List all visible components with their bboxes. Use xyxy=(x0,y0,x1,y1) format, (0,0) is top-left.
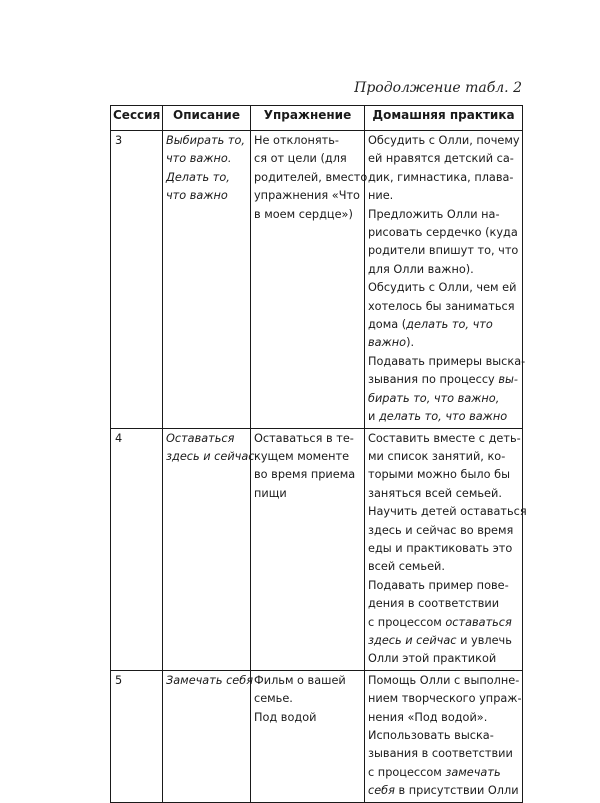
header-exercise: Упражнение xyxy=(251,106,365,131)
homework-line: торыми можно было бы xyxy=(368,468,511,482)
homework-line: родители впишут то, что xyxy=(368,244,519,258)
homework-italic-text: вы- xyxy=(498,373,518,387)
homework-line: заняться всей семьей. xyxy=(368,486,502,500)
homework-line: зывания в соответствии xyxy=(368,747,513,761)
session-homework xyxy=(365,131,526,429)
homework-line: Научить детей оставаться xyxy=(368,505,527,519)
homework-line: Подавать примеры выска- xyxy=(368,354,526,368)
homework-line: хотелось бы заниматься xyxy=(368,299,515,313)
exercise-line: Фильм о вашей xyxy=(254,673,346,687)
homework-italic-text: замечать xyxy=(445,765,501,779)
description-line: Делать то, xyxy=(166,170,230,184)
homework-italic-text: себя xyxy=(368,784,395,798)
homework-line: Обсудить с Олли, почему xyxy=(368,134,520,147)
homework-line xyxy=(368,371,519,389)
description-line: Замечать себя xyxy=(166,673,253,687)
exercise-line: упражнения «Что xyxy=(254,189,360,203)
homework-line: Предложить Олли на- xyxy=(368,207,500,221)
header-session: Сессия xyxy=(111,106,163,131)
session-number: 3 xyxy=(111,131,163,429)
homework-line xyxy=(368,408,519,426)
table-row xyxy=(111,131,523,429)
homework-line: ние. xyxy=(368,189,394,203)
homework-line xyxy=(368,614,519,632)
exercise-line: Под водой xyxy=(254,710,317,724)
session-homework xyxy=(365,670,523,802)
exercise-line: кущем моменте xyxy=(254,449,350,463)
session-description xyxy=(163,131,251,429)
sessions-table xyxy=(110,105,527,803)
exercise-line: Не отклонять- xyxy=(254,134,339,147)
homework-text: с процессом xyxy=(368,765,446,779)
session-exercise xyxy=(251,670,365,802)
exercise-line: пищи xyxy=(254,486,287,500)
description-line: что важно. xyxy=(166,152,232,166)
table-row xyxy=(111,428,523,670)
header-homework: Домашняя практика xyxy=(365,106,523,131)
homework-line xyxy=(368,334,519,352)
homework-line: еды и практиковать это xyxy=(368,541,513,555)
description-line: что важно xyxy=(166,189,228,203)
homework-line: всей семьей. xyxy=(368,560,445,574)
homework-text: зывания по процессу xyxy=(368,373,499,387)
exercise-line: ся от цели (для xyxy=(254,152,347,166)
homework-text: в присутствии Олли xyxy=(394,784,519,798)
exercise-line: во время приема xyxy=(254,468,356,482)
homework-line: Составить вместе с деть- xyxy=(368,431,521,445)
homework-italic-text: важно xyxy=(368,336,407,350)
homework-line: Подавать пример пове- xyxy=(368,578,509,592)
homework-line: ей нравятся детский са- xyxy=(368,152,514,166)
homework-italic-text: делать то, что важно xyxy=(378,410,508,424)
homework-italic-text: здесь и сейчас xyxy=(368,633,457,647)
homework-line: ми список занятий, ко- xyxy=(368,449,506,463)
session-homework xyxy=(365,428,527,670)
homework-line: нения «Под водой». xyxy=(368,710,488,724)
homework-italic-text: делать то, что xyxy=(406,318,493,332)
exercise-line: Оставаться в те- xyxy=(254,431,354,445)
table-header-row xyxy=(111,106,523,131)
session-description xyxy=(163,670,251,802)
homework-line: для Олли важно). xyxy=(368,262,474,276)
homework-italic-text: оставаться xyxy=(445,615,512,629)
header-description: Описание xyxy=(163,106,251,131)
homework-line xyxy=(368,316,519,334)
session-exercise xyxy=(251,428,365,670)
homework-line: дения в соответствии xyxy=(368,597,500,611)
homework-line xyxy=(368,764,519,782)
homework-text: с процессом xyxy=(368,615,446,629)
homework-line: Обсудить с Олли, чем ей xyxy=(368,281,517,295)
homework-line: бирать то, что важно, xyxy=(368,391,500,405)
table-caption: Продолжение табл. 2 xyxy=(354,80,522,96)
homework-line: Помощь Олли с выполне- xyxy=(368,673,520,687)
homework-text: и xyxy=(368,410,379,424)
homework-line: здесь и сейчас во время xyxy=(368,523,514,537)
session-number: 4 xyxy=(111,428,163,670)
homework-text: ). xyxy=(406,336,415,350)
description-line: здесь и сейчас xyxy=(166,449,255,463)
session-description xyxy=(163,428,255,670)
description-line: Оставаться xyxy=(166,431,235,445)
homework-text: и увлечь xyxy=(456,633,512,647)
table-row xyxy=(111,670,523,802)
exercise-line: в моем сердце») xyxy=(254,207,353,221)
homework-text: дома ( xyxy=(368,318,407,332)
homework-line: нием творческого упраж- xyxy=(368,692,522,706)
session-exercise xyxy=(251,131,368,429)
exercise-line: родителей, вместо xyxy=(254,170,368,184)
homework-line xyxy=(368,782,519,800)
homework-line xyxy=(368,632,519,650)
homework-line: Использовать выска- xyxy=(368,729,494,742)
exercise-line: семье. xyxy=(254,692,293,706)
homework-line: рисовать сердечко (куда xyxy=(368,226,518,240)
description-line: Выбирать то, xyxy=(166,134,245,147)
session-number: 5 xyxy=(111,670,163,802)
homework-line: дик, гимнастика, плава- xyxy=(368,170,514,184)
homework-line: Олли этой практикой xyxy=(368,652,497,666)
